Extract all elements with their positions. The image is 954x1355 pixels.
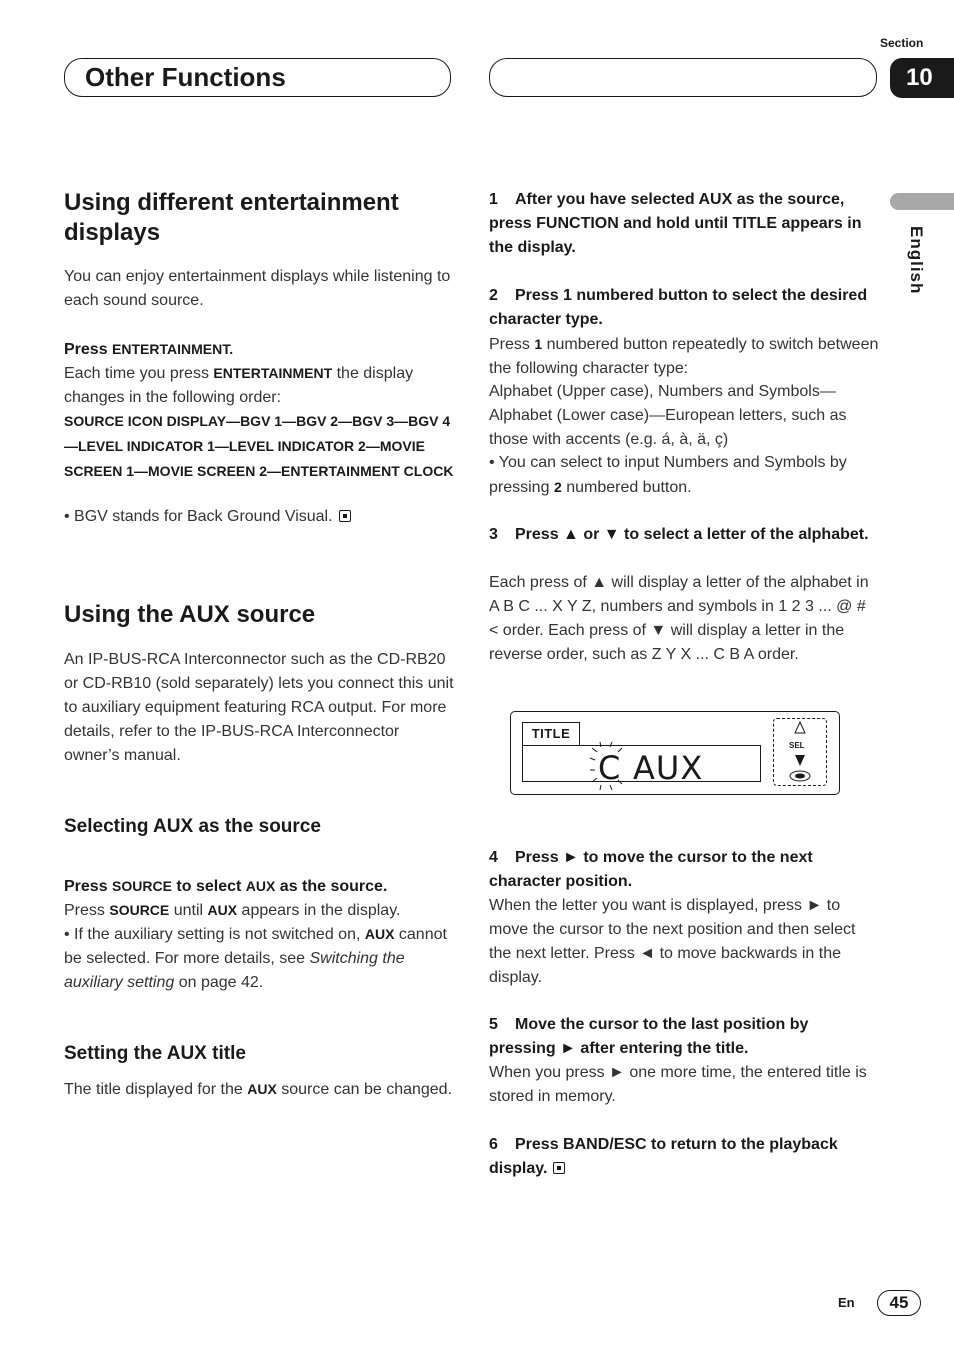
step-number: 1 <box>489 191 498 208</box>
cross-reference: Switching the auxiliary setting <box>64 950 405 991</box>
appears-text: appears in the display. <box>241 902 401 919</box>
entertainment-each-time <box>64 361 454 410</box>
up-arrow-icon <box>793 721 807 735</box>
step-4-body: When the letter you want is displayed, press ► to move the cursor to the next position and then select the next letter. Press ◄ to move backwards in the display. <box>489 897 856 986</box>
display-order-sequence: SOURCE ICON DISPLAY—BGV 1—BGV 2—BGV 3—BGV 4—LEVEL INDICATOR 1—LEVEL INDICATOR 2—MOVIE SCREEN 1—MOVIE SCREEN 2—ENTERTAINMENT CLOCK <box>64 413 454 479</box>
entertainment-order-list <box>64 409 454 484</box>
aux-intro: An IP-BUS-RCA Interconnector such as the CD-RB20 or CD-RB10 (sold separately) lets you connect this unit to auxiliary equipment featuring RCA output. For more details, refer to the IP-BUS-RCA Interconnector owner’s manual. <box>64 651 454 764</box>
step-number: 3 <box>489 526 498 543</box>
aux-title-body <box>64 1077 454 1102</box>
to-select-text: to select <box>176 878 242 895</box>
until-text: until <box>173 902 204 919</box>
aux-key: AUX <box>247 1081 277 1097</box>
step-2-types: Alphabet (Upper case), Numbers and Symbols—Alphabet (Lower case)—European letters, such as those with accents (e.g. á, à, ä, ç) <box>489 383 847 448</box>
cursor-blink-icon <box>586 740 634 792</box>
step-text: Press ▲ or ▼ to select a letter of the alphabet. <box>515 526 869 543</box>
step-1 <box>489 188 879 260</box>
as-source-text: as the source. <box>279 878 388 895</box>
note-text-cont: numbered button. <box>566 479 692 496</box>
bgv-note <box>64 505 454 529</box>
title-body-text-cont: source can be changed. <box>281 1081 453 1098</box>
display-title-indicator: TITLE <box>522 722 580 745</box>
dial-icon <box>788 769 812 783</box>
step-text: After you have selected AUX as the source, press FUNCTION and hold until TITLE appears in the display. <box>489 191 862 256</box>
section-label: Section <box>880 36 924 50</box>
down-arrow-icon <box>793 753 807 767</box>
entertainment-key-inline: ENTERTAINMENT <box>213 365 333 381</box>
aux-section <box>64 600 454 630</box>
aux-title-section <box>64 1042 454 1066</box>
aux-key: AUX <box>207 902 238 918</box>
title-body-text: The title displayed for the <box>64 1081 243 1098</box>
header-blank-box <box>489 58 877 97</box>
press-word: Press <box>64 341 108 358</box>
each-time-text: Each time you press <box>64 365 209 382</box>
source-key: SOURCE <box>109 902 170 918</box>
note-text: • You can select to input Numbers and Symbols by pressing <box>489 454 847 496</box>
each-time-text-cont: the display changes in the following order: <box>64 365 414 406</box>
step-text: Press BAND/ESC to return to the playback display. <box>489 1136 838 1177</box>
step-5-body: When you press ► one more time, the entered title is stored in memory. <box>489 1064 867 1105</box>
step-number: 5 <box>489 1016 498 1033</box>
selecting-aux-heading: Selecting AUX as the source <box>64 816 321 837</box>
page-number: 45 <box>877 1290 921 1316</box>
step-number: 2 <box>489 287 498 304</box>
step-number: 6 <box>489 1136 498 1153</box>
aux-title-heading: Setting the AUX title <box>64 1043 246 1064</box>
step-3 <box>489 523 879 547</box>
press-word: Press <box>64 902 105 919</box>
aux-key: AUX <box>364 926 395 942</box>
aux-heading: Using the AUX source <box>64 601 316 628</box>
footer-language-code: En <box>838 1295 855 1310</box>
language-tab <box>890 193 954 210</box>
entertainment-heading: Using different entertainment displays <box>64 189 399 246</box>
entertainment-section <box>64 188 454 248</box>
step-text: Press ► to move the cursor to the next character position. <box>489 849 813 890</box>
step-2-body <box>489 332 879 381</box>
button-2-key: 2 <box>553 479 562 495</box>
step-text: Move the cursor to the last position by pressing ► after entering the title. <box>489 1016 809 1057</box>
entertainment-key: ENTERTAINMENT. <box>112 341 234 357</box>
step-4 <box>489 846 879 894</box>
step-2-note <box>489 451 879 500</box>
selecting-aux-note <box>64 922 454 995</box>
section-number-tab: 10 <box>890 58 954 98</box>
step-2 <box>489 284 879 332</box>
selecting-aux-instruction <box>64 874 454 899</box>
page-reference: on page 42. <box>178 974 264 991</box>
note-text: • If the auxiliary setting is not switched on, <box>64 926 361 943</box>
step-3-body: Each press of ▲ will display a letter of the alphabet in A B C ... X Y Z, numbers and symbols in 1 2 3 ... @ # < order. Each press of ▼ will display a letter in the reverse order, such as Z Y X ... C B A order. <box>489 574 869 663</box>
step-5 <box>489 1013 879 1061</box>
step-number: 4 <box>489 849 498 866</box>
display-control-cluster <box>773 718 827 786</box>
entertainment-intro: You can enjoy entertainment displays while listening to each sound source. <box>64 268 451 309</box>
step-6 <box>489 1133 879 1181</box>
press-word: Press <box>64 878 108 895</box>
button-1-key: 1 <box>534 336 543 352</box>
language-label: English <box>907 226 926 295</box>
sel-indicator: SEL <box>789 741 805 750</box>
display-cursor-letter: C <box>598 749 621 787</box>
section-title-box <box>64 58 451 97</box>
bgv-note-text: • BGV stands for Back Ground Visual. <box>64 508 333 525</box>
selecting-aux-section <box>64 815 454 839</box>
end-mark-icon <box>553 1162 565 1174</box>
section-title: Other Functions <box>85 62 286 92</box>
press-word: Press <box>489 336 530 353</box>
entertainment-press-instruction <box>64 337 454 362</box>
step-text: Press 1 numbered button to select the desired character type. <box>489 287 868 328</box>
step-2-body-text: numbered button repeatedly to switch between the following character type: <box>489 336 879 377</box>
selecting-aux-body <box>64 898 454 923</box>
end-mark-icon <box>339 510 351 522</box>
display-title-text: AUX <box>633 749 704 787</box>
lcd-display-illustration <box>510 711 840 795</box>
note-text-cont: cannot be selected. For more details, see <box>64 926 447 967</box>
source-key: SOURCE <box>112 878 172 894</box>
aux-key: AUX <box>245 878 276 894</box>
